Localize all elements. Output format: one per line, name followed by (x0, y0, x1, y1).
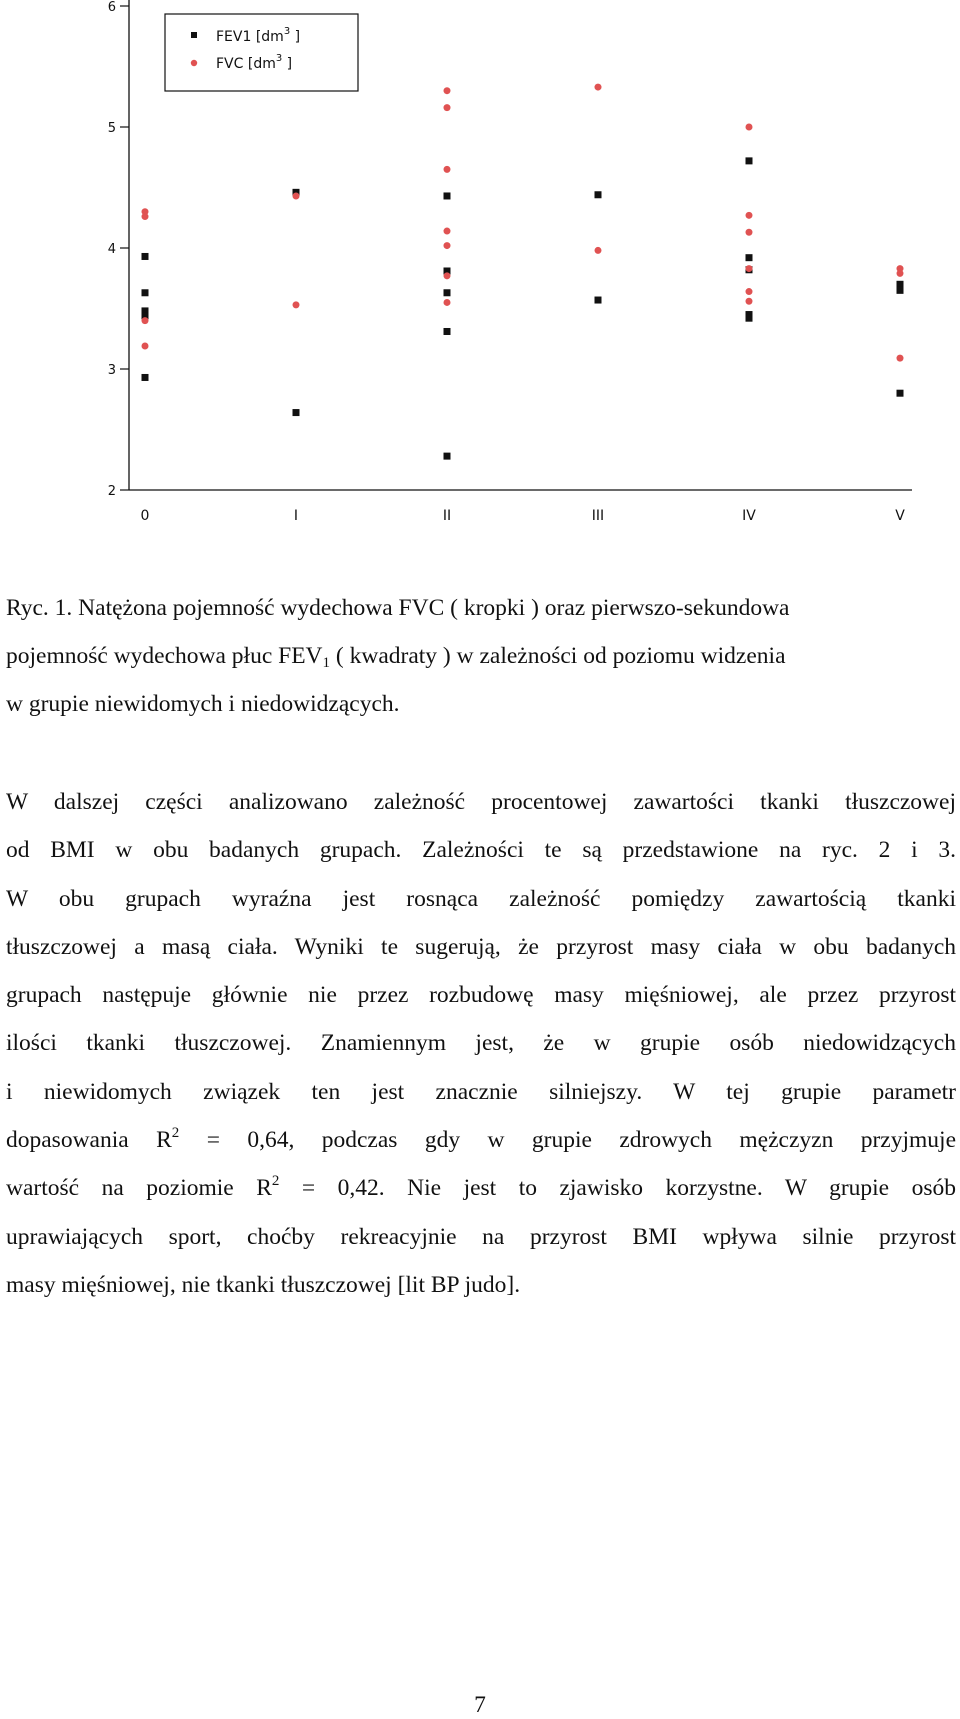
fvc-point (746, 265, 753, 272)
fvc-point (444, 272, 451, 279)
body-line: masy mięśniowej, nie tkanki tłuszczowej [lit BP judo]. (6, 1271, 521, 1298)
fev1-point (142, 289, 149, 296)
legend-label-fev1: FEV1 [$dm^3$ ] (216, 26, 301, 45)
fvc-point (142, 343, 149, 350)
fvc-point (142, 317, 149, 324)
x-tick-label: III (591, 508, 605, 524)
x-axis (129, 490, 912, 524)
fvc-point (444, 228, 451, 235)
fev1-point (444, 192, 451, 199)
caption-line-2-start: pojemność wydechowa płuc FEV (6, 643, 323, 669)
data-points (142, 84, 904, 460)
fvc-point (746, 124, 753, 131)
fvc-point (897, 355, 904, 362)
fev1-point (897, 390, 904, 397)
figure-caption (6, 584, 956, 728)
y-tick-label: 4 (107, 242, 116, 257)
superscript: 2 (171, 1125, 180, 1142)
fev1-point (897, 287, 904, 294)
fvc-point (595, 247, 602, 254)
fvc-point (595, 84, 602, 91)
fvc-point (293, 192, 300, 199)
y-tick-label: 2 (107, 484, 116, 499)
body-text: wartość na poziomie R (6, 1175, 272, 1202)
y-ticks (108, 0, 129, 499)
fvc-point (746, 298, 753, 305)
body-line: W obu grupach wyraźna jest rosnąca zależność pomiędzy zawartością tkanki (6, 885, 956, 912)
legend-box (165, 14, 358, 91)
x-ticks (141, 508, 906, 524)
fvc-point (746, 288, 753, 295)
scatter-chart (0, 0, 960, 540)
x-tick-label: V (895, 508, 905, 524)
y-tick-label: 3 (107, 363, 116, 378)
fev1-point (444, 453, 451, 460)
y-tick-label: 5 (107, 121, 116, 136)
body-paragraph (6, 778, 956, 1309)
y-tick-label: 6 (107, 0, 116, 15)
body-line (6, 1116, 956, 1164)
y-axis (108, 0, 129, 499)
x-tick-label: II (442, 508, 452, 524)
fev1-point (746, 254, 753, 261)
fev1-point (897, 281, 904, 288)
fev1-point (746, 315, 753, 322)
body-line: i niewidomych związek ten jest znacznie silniejszy. W tej grupie parametr (6, 1078, 956, 1105)
fev1-point (142, 374, 149, 381)
body-text: dopasowania R (6, 1127, 172, 1154)
body-text: = 0,42. Nie jest to zjawisko korzystne. W grupie osób (279, 1175, 956, 1202)
fev1-point (595, 191, 602, 198)
fvc-point (444, 242, 451, 249)
fev1-point (142, 253, 149, 260)
fvc-point (746, 229, 753, 236)
fev1-point (444, 289, 451, 296)
caption-line-3: w grupie niewidomych i niedowidzących. (6, 691, 400, 717)
body-line: tłuszczowej a masą ciała. Wyniki te sugerują, że przyrost masy ciała w obu badanych (6, 933, 956, 960)
fev1-point (746, 157, 753, 164)
body-line: uprawiających sport, choćby rekreacyjnie na przyrost BMI wpływa silnie przyrost (6, 1223, 956, 1250)
fev1-point (595, 297, 602, 304)
fvc-point (444, 299, 451, 306)
fvc-point (897, 270, 904, 277)
fvc-point (293, 301, 300, 308)
fev1-point (293, 409, 300, 416)
body-line: grupach następuje głównie nie przez rozbudowę masy mięśniowej, ale przez przyrost (6, 982, 956, 1009)
body-text: = 0,64, podczas gdy w grupie zdrowych mężczyzn przyjmuje (179, 1127, 956, 1154)
fvc-point (444, 104, 451, 111)
caption-subscript: 1 (322, 655, 331, 671)
caption-line-2 (6, 632, 956, 680)
body-line: W dalszej części analizowano zależność procentowej zawartości tkanki tłuszczowej (6, 789, 956, 815)
x-tick-label: I (293, 508, 299, 524)
fvc-point (142, 213, 149, 220)
x-tick-label: IV (742, 508, 756, 524)
legend-label-fvc: FVC [$dm^3$ ] (216, 53, 293, 72)
legend (165, 14, 358, 91)
fvc-point (444, 166, 451, 173)
legend-marker-fev1 (191, 32, 197, 38)
fev1-point (444, 328, 451, 335)
x-tick-label: 0 (140, 508, 150, 524)
fvc-point (444, 87, 451, 94)
body-line: od BMI w obu badanych grupach. Zależności te są przedstawione na ryc. 2 i 3. (6, 837, 956, 864)
fvc-point (746, 212, 753, 219)
body-line: ilości tkanki tłuszczowej. Znamiennym jest, że w grupie osób niedowidzących (6, 1030, 956, 1057)
caption-line-2-end: ( kwadraty ) w zależności od poziomu widzenia (330, 643, 786, 669)
page-number: 7 (474, 1692, 486, 1718)
legend-marker-fvc (191, 60, 197, 66)
caption-line-1: Ryc. 1. Natężona pojemność wydechowa FVC ( kropki ) oraz pierwszo-sekundowa (6, 595, 790, 621)
body-line (6, 1164, 956, 1212)
superscript: 2 (271, 1173, 280, 1190)
